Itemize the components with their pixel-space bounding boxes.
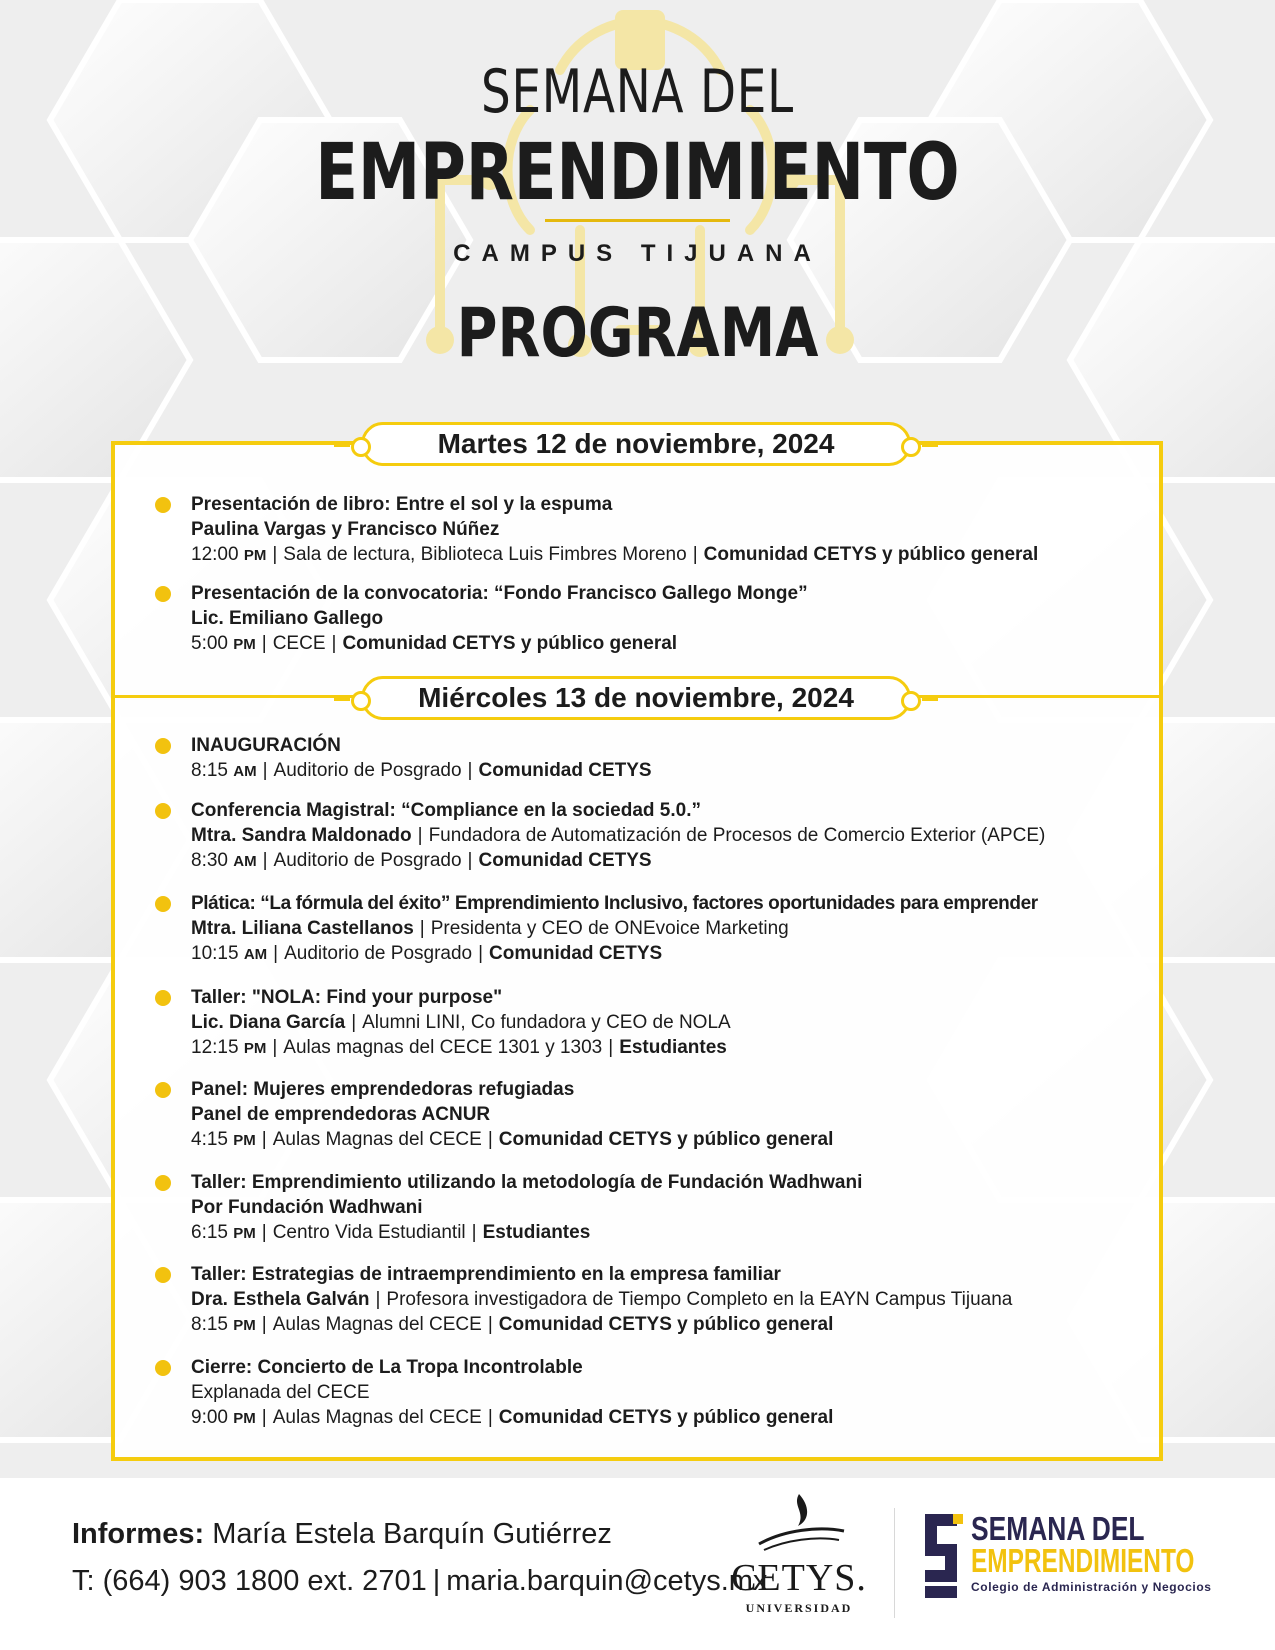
event-item (159, 733, 1139, 784)
date-heading-day2 (361, 676, 911, 720)
event-details: 12:15 PM | Aulas magnas del CECE 1301 y 1303 | Estudiantes (191, 1037, 727, 1058)
bullet-icon (155, 803, 171, 819)
event-speaker-line: Dra. Esthela Galván | Profesora investigadora de Tiempo Completo en la EAYN Campus Tijuana (191, 1289, 1013, 1310)
event-details: 5:00 PM | CECE | Comunidad CETYS y público general (191, 633, 678, 654)
informes-line: Informes: María Estela Barquín Gutiérrez (72, 1518, 612, 1550)
event-item (159, 581, 1139, 657)
event-title: Taller: Estrategias de intraemprendimiento en la empresa familiar (191, 1264, 781, 1285)
event-speaker-line: Lic. Diana García | Alumni LINI, Co fundadora y CEO de NOLA (191, 1012, 731, 1033)
title-top: SEMANA DEL (480, 57, 795, 127)
bullet-icon (155, 1175, 171, 1191)
event-title: INAUGURACIÓN (191, 735, 341, 756)
semana-emprendimiento-logo: SEMANA DEL EMPRENDIMIENTO Colegio de Administración y Negocios (925, 1508, 1225, 1618)
header (0, 0, 1275, 420)
bullet-icon (155, 497, 171, 513)
event-item (159, 1077, 1139, 1153)
event-details: 9:00 PM | Aulas Magnas del CECE | Comunidad CETYS y público general (191, 1407, 834, 1428)
event-title: Cierre: Concierto de La Tropa Incontrolable (191, 1357, 583, 1378)
footer (0, 1478, 1275, 1650)
event-details: 10:15 AM | Auditorio de Posgrado | Comunidad CETYS (191, 943, 663, 964)
bullet-icon (155, 586, 171, 602)
event-speaker: Por Fundación Wadhwani (191, 1197, 423, 1218)
event-title: Plática: “La fórmula del éxito” Emprendimiento Inclusivo, factores oportunidades para emprender (191, 893, 1038, 914)
event-details: 8:30 AM | Auditorio de Posgrado | Comunidad CETYS (191, 850, 652, 871)
bullet-icon (155, 990, 171, 1006)
event-details: 4:15 PM | Aulas Magnas del CECE | Comunidad CETYS y público general (191, 1129, 834, 1150)
event-speaker: Explanada del CECE (191, 1382, 370, 1403)
email-link[interactable]: maria.barquin@cetys.mx (446, 1565, 768, 1597)
bullet-icon (155, 1267, 171, 1283)
event-speaker: Paulina Vargas y Francisco Núñez (191, 519, 500, 540)
date-text: Martes 12 de noviembre, 2024 (437, 428, 835, 459)
event-speaker-line: Mtra. Sandra Maldonado | Fundadora de Automatización de Procesos de Comercio Exterior (APCE) (191, 825, 1046, 846)
event-speaker: Panel de emprendedoras ACNUR (191, 1104, 491, 1125)
footer-divider (894, 1508, 895, 1618)
title-main: EMPRENDIMIENTO (315, 128, 960, 218)
event-title: Presentación de libro: Entre el sol y la espuma (191, 494, 613, 515)
event-title: Presentación de la convocatoria: “Fondo Francisco Gallego Monge” (191, 583, 808, 604)
event-item (159, 798, 1139, 874)
event-speaker-line: Mtra. Liliana Castellanos | Presidenta y CEO de ONEvoice Marketing (191, 918, 789, 939)
se-mark-icon (925, 1514, 965, 1600)
event-title: Panel: Mujeres emprendedoras refugiadas (191, 1079, 575, 1100)
event-item (159, 1262, 1139, 1338)
event-speaker: Lic. Emiliano Gallego (191, 608, 384, 629)
programa-heading: PROGRAMA (456, 294, 819, 373)
bullet-icon (155, 1082, 171, 1098)
contact-line: T: (664) 903 1800 ext. 2701 | maria.barquin@cetys.mx (72, 1565, 768, 1597)
event-item (159, 985, 1139, 1061)
event-details: 8:15 AM | Auditorio de Posgrado | Comunidad CETYS (191, 760, 652, 781)
event-title: Taller: Emprendimiento utilizando la metodología de Fundación Wadhwani (191, 1172, 863, 1193)
event-item (159, 492, 1139, 568)
bullet-icon (155, 896, 171, 912)
phone-text: T: (664) 903 1800 ext. 2701 (72, 1565, 427, 1597)
title-divider (545, 219, 730, 222)
event-item (159, 1355, 1139, 1431)
event-title: Conferencia Magistral: “Compliance en la sociedad 5.0.” (191, 800, 701, 821)
event-details: 8:15 PM | Aulas Magnas del CECE | Comunidad CETYS y público general (191, 1314, 834, 1335)
event-details: 12:00 PM | Sala de lectura, Biblioteca Luis Fimbres Moreno | Comunidad CETYS y público general (191, 544, 1039, 565)
program-box (111, 441, 1163, 1461)
event-item (159, 1170, 1139, 1246)
flame-icon (724, 1486, 874, 1556)
date-text: Miércoles 13 de noviembre, 2024 (418, 682, 854, 713)
cetys-logo: CETYS. UNIVERSIDAD (724, 1486, 874, 1636)
date-heading-day1 (361, 422, 911, 466)
event-item (159, 891, 1139, 967)
campus-subtitle: CAMPUS TIJUANA (453, 240, 822, 267)
event-details: 6:15 PM | Centro Vida Estudiantil | Estudiantes (191, 1222, 591, 1243)
event-title: Taller: "NOLA: Find your purpose" (191, 987, 503, 1008)
bullet-icon (155, 1360, 171, 1376)
bullet-icon (155, 738, 171, 754)
